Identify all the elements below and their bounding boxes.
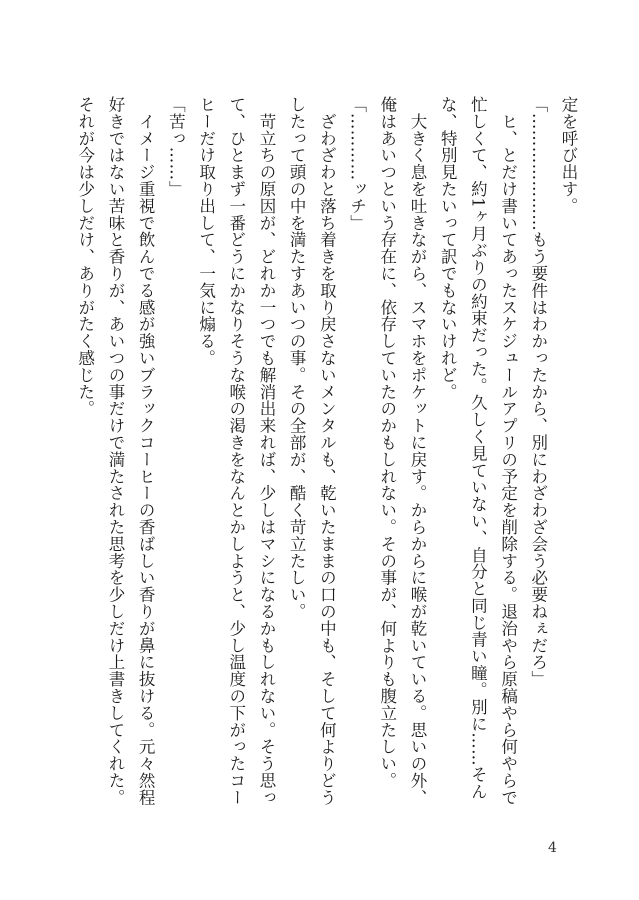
text-line: 大きく息を吐きながら、スマホをポケットに戻す。からからに喉が乾いている。思いの外、 bbox=[407, 96, 427, 806]
text-line: て、ひとまず一番どうにかなりそうな喉の渇きをなんとかしようと、少し温度の下がったコー bbox=[226, 96, 246, 806]
text-line: それが今は少しだけ、ありがたく感じた。 bbox=[75, 96, 95, 418]
text-line: 「…………ッチ」 bbox=[347, 96, 367, 232]
text-line: ざわざわと落ち着きを取り戻さないメンタルも、乾いたままの口の中も、そして何よりどう bbox=[317, 96, 337, 806]
page-number: 4 bbox=[548, 840, 557, 856]
text-line: ヒ、とだけ書いてあったスケジュールアプリの予定を削除する。退治やら原稿やら何やらで bbox=[498, 96, 518, 806]
text-line: イメージ重視で飲んでる感が強いブラックコーヒーの香ばしい香りが鼻に抜ける。元々然程 bbox=[136, 96, 156, 806]
text-line: 好きではない苦味と香りが、あいつの事だけで満たされた思考を少しだけ上書きしてくれた。 bbox=[105, 96, 125, 806]
text-line: 苛立ちの原因が、どれか一つでも解消出来れば、少しはマシになるかもしれない。そう思っ bbox=[256, 96, 276, 806]
text-line: したって頭の中を満たすあいつの事。その全部が、酷く苛立たしい。 bbox=[287, 96, 307, 620]
text-line: 定を呼び出す。 bbox=[559, 96, 578, 215]
vertical-text-body bbox=[75, 96, 583, 816]
text-line: な、特別見たいって訳でもないけれど。 bbox=[438, 96, 458, 401]
text-line: 「苦っ……」 bbox=[166, 96, 186, 198]
text-line: ヒーだけ取り出して、一気に煽る。 bbox=[196, 96, 216, 367]
text-line: 「…………………もう要件はわかったから、別にわざわざ会う必要ねぇだろ」 bbox=[528, 96, 548, 688]
text-line: 忙しくて、約1ヶ月ぶりの約束だった。久しく見ていない、自分と同じ青い瞳。別に……そん bbox=[468, 96, 488, 800]
text-line: 俺はあいつという存在に、依存していたのかもしれない。その事が、何よりも腹立たしい。 bbox=[377, 96, 397, 789]
